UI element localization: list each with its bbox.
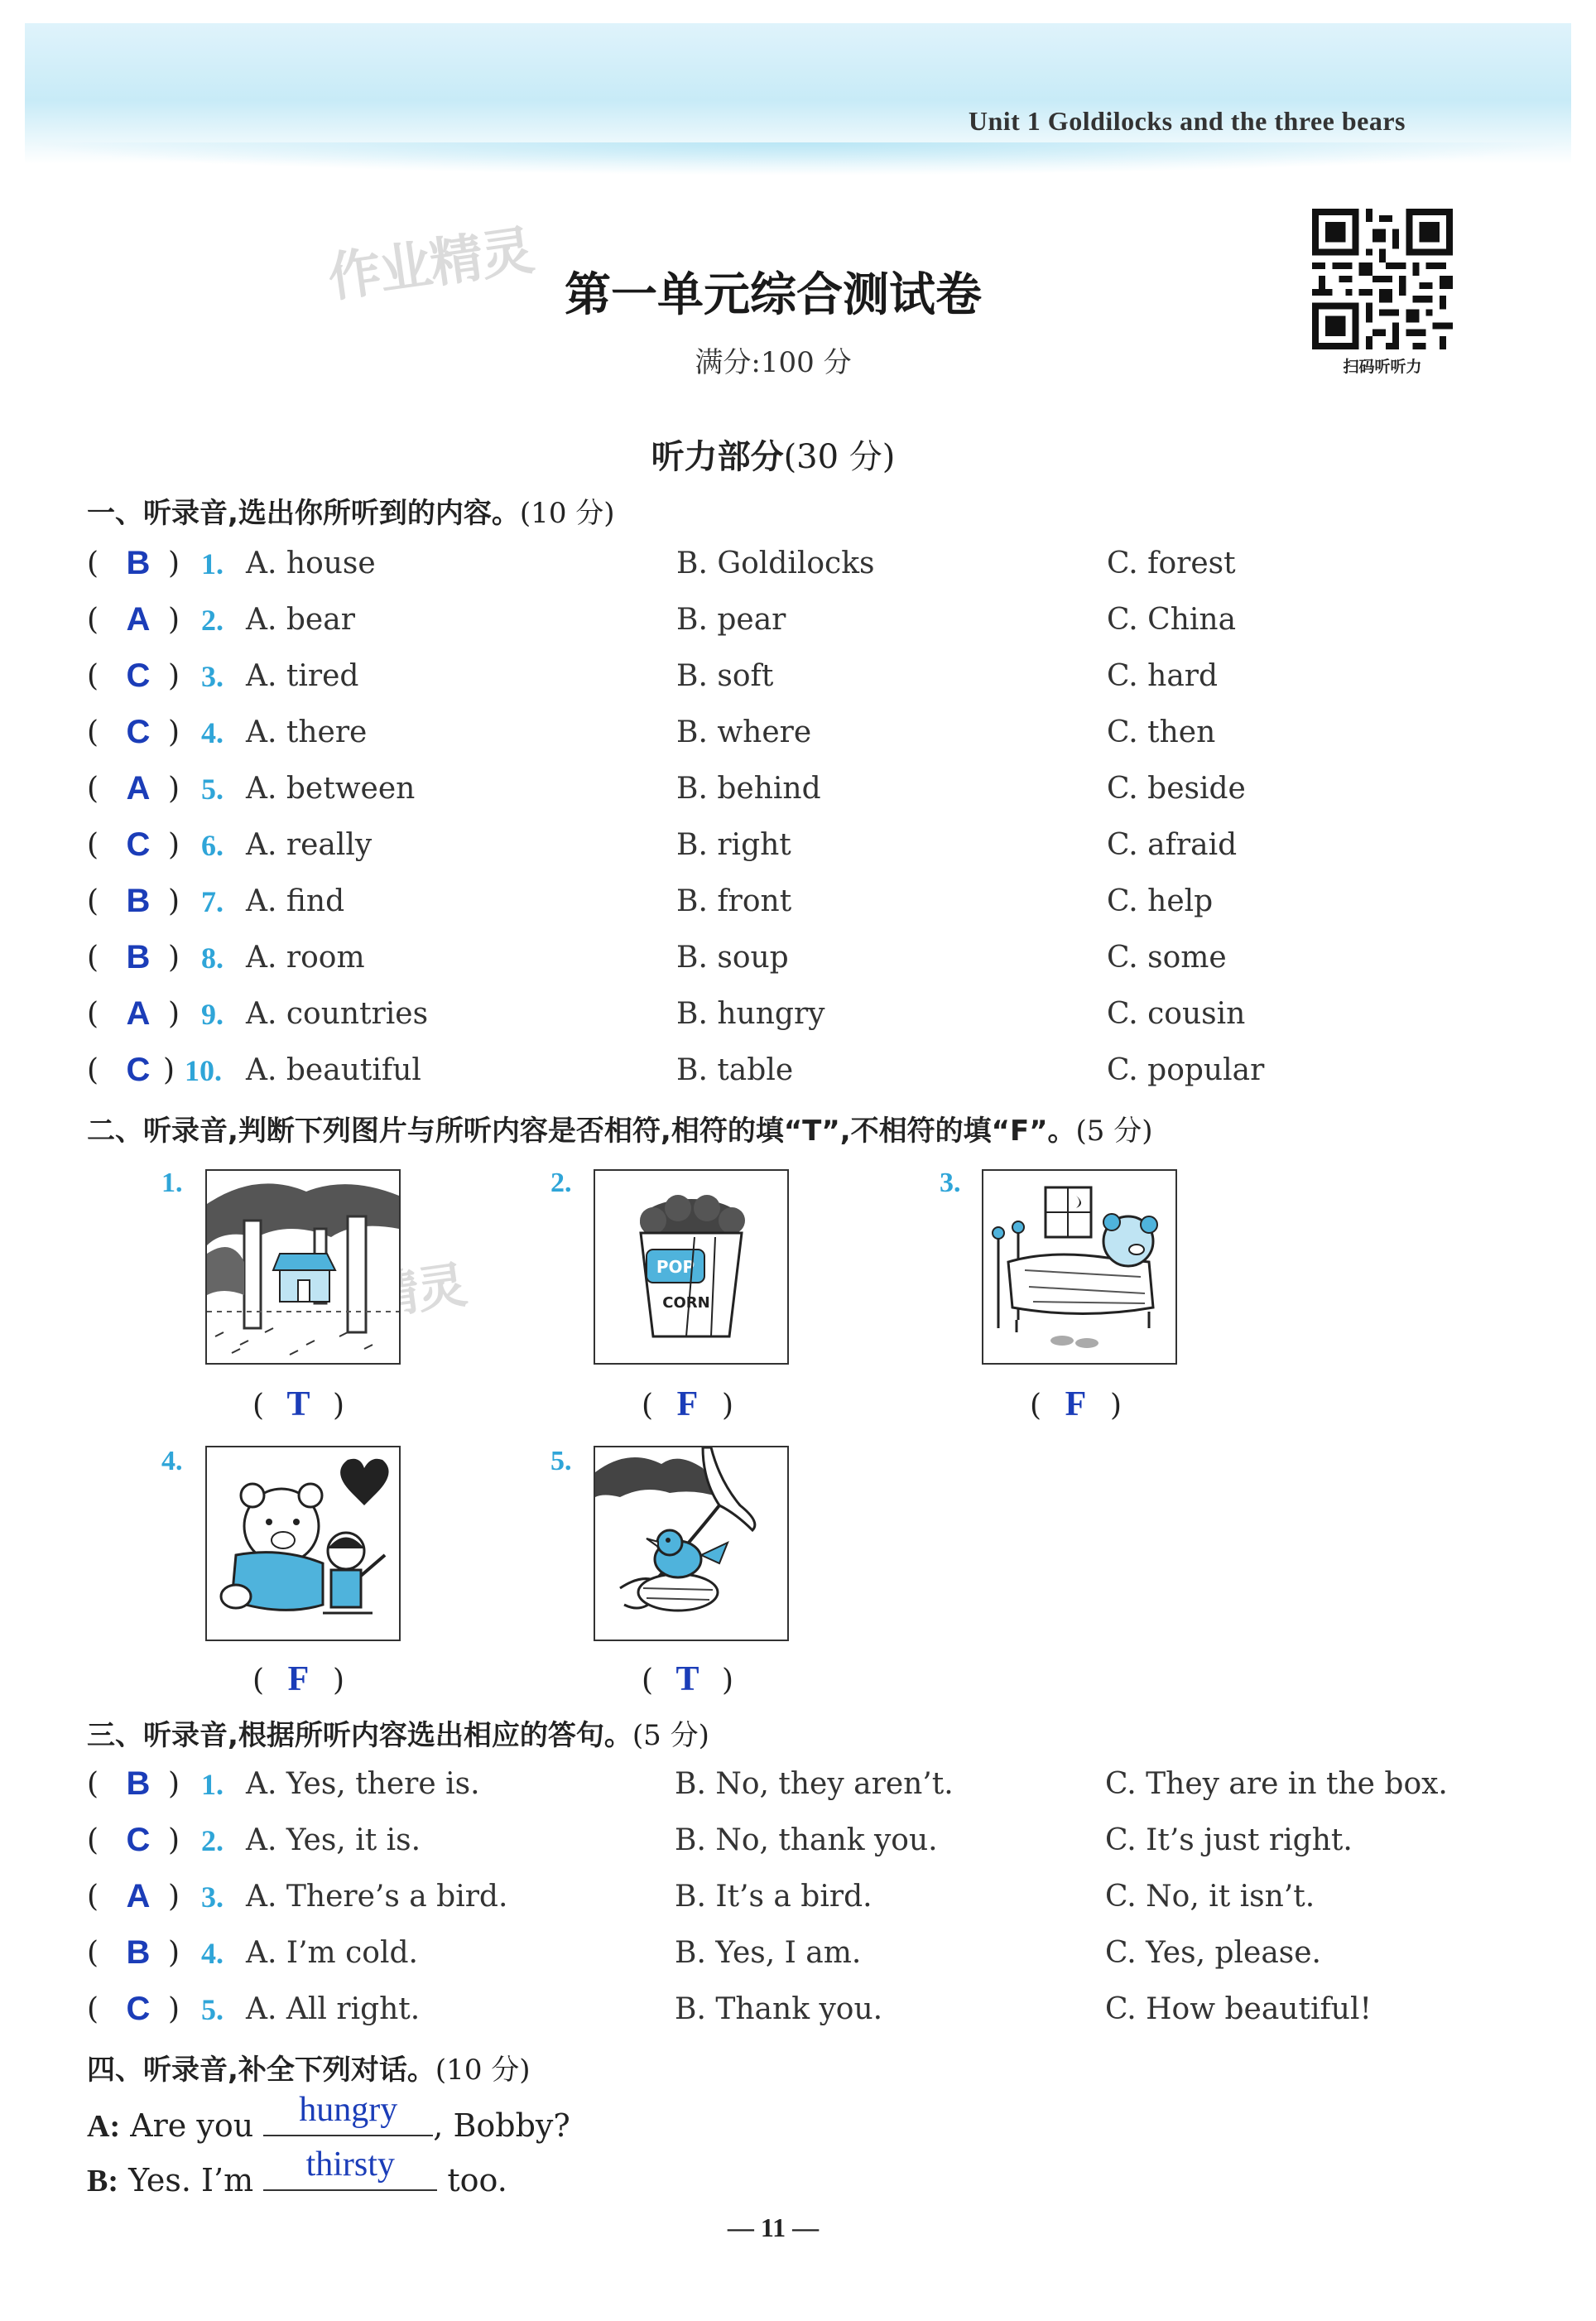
question-number: 6. <box>201 829 224 862</box>
picture-number: 3. <box>940 1168 961 1198</box>
dialogue-text: too. <box>447 2162 507 2198</box>
section-3-title <box>87 1712 709 1753</box>
option-b: B. Thank you. <box>675 1992 883 2026</box>
option-b: B. Goldilocks <box>676 547 875 580</box>
option-c: C. afraid <box>1107 828 1238 862</box>
question-number: 5. <box>201 1993 224 2026</box>
picture-house-forest <box>205 1169 401 1365</box>
paren-close: ) <box>163 1053 175 1087</box>
qr-code-icon[interactable] <box>1312 209 1453 349</box>
option-c: C. forest <box>1107 547 1236 580</box>
section-title-text: 二、听录音,判断下列图片与所听内容是否相符,相符的填“T”,不相符的填“F”。 <box>87 1115 1076 1148</box>
paren-close: ) <box>168 828 180 862</box>
option-c: C. then <box>1107 715 1216 749</box>
option-c: C. China <box>1107 603 1237 637</box>
picture-number: 5. <box>550 1446 572 1476</box>
paren-close: ) <box>168 547 180 580</box>
dialogue-text: Are you <box>130 2107 254 2144</box>
dialogue-text: , Bobby? <box>433 2107 570 2144</box>
question-number: 4. <box>201 716 224 749</box>
option-b: B. front <box>676 884 792 918</box>
question-row <box>87 772 1544 821</box>
paren-close: ) <box>168 1880 180 1914</box>
blank-answer: thirsty <box>305 2145 395 2184</box>
option-c: C. It’s just right. <box>1105 1823 1353 1857</box>
question-number: 9. <box>201 998 224 1031</box>
section-title-text: 三、听录音,根据所听内容选出相应的答句。 <box>87 1719 632 1752</box>
option-c: C. Yes, please. <box>1105 1936 1321 1970</box>
paren-close: ) <box>168 603 180 637</box>
section-points: (10 分) <box>519 497 615 530</box>
section-title-text: 一、听录音,选出你所听到的内容。 <box>87 497 520 530</box>
paren-open: ( <box>87 1823 99 1857</box>
paren-close: ) <box>168 1823 180 1857</box>
dialogue-line-b <box>87 2145 507 2199</box>
question-row <box>87 1936 1544 1986</box>
tf-answer-line: ( T ) <box>252 1385 344 1423</box>
dialogue-text: Yes. I’m <box>128 2162 254 2198</box>
svg-text:CORN: CORN <box>662 1294 710 1312</box>
unit-title: Unit 1 Goldilocks and the three bears <box>968 106 1406 136</box>
tf-answer[interactable]: T <box>675 1660 699 1698</box>
question-number: 7. <box>201 885 224 918</box>
picture-bear-girl-heart <box>205 1446 401 1641</box>
answer[interactable]: B <box>126 545 151 581</box>
question-row <box>87 941 1544 990</box>
paren-open: ( <box>87 828 99 862</box>
tf-answer-line: ( F ) <box>252 1660 344 1698</box>
question-row <box>87 547 1544 596</box>
question-number: 4. <box>201 1937 224 1970</box>
option-b: B. hungry <box>676 997 825 1031</box>
question-number: 2. <box>201 604 224 637</box>
speaker: B: <box>87 2164 118 2198</box>
picture-number: 1. <box>161 1168 183 1198</box>
question-row <box>87 1880 1544 1929</box>
option-a: A. between <box>246 772 416 806</box>
answer[interactable]: C <box>126 1822 151 1858</box>
qr-caption: 扫码听听力 <box>1343 358 1422 376</box>
section-points: (5 分) <box>1075 1115 1153 1148</box>
question-number: 5. <box>201 773 224 806</box>
question-row <box>87 603 1544 652</box>
question-row <box>87 659 1544 709</box>
answer[interactable]: B <box>126 1765 151 1802</box>
question-row <box>87 1767 1544 1817</box>
option-c: C. cousin <box>1107 997 1246 1031</box>
option-b: B. table <box>676 1053 794 1087</box>
svg-text:POP: POP <box>656 1257 695 1277</box>
paren-close: ) <box>168 1767 180 1801</box>
answer[interactable]: A <box>126 601 151 638</box>
section-points: (5 分) <box>632 1719 709 1752</box>
section-points: (10 分) <box>435 2054 531 2087</box>
tf-answer[interactable]: F <box>287 1660 310 1698</box>
paren-open: ( <box>87 1936 99 1970</box>
option-c: C. No, it isn’t. <box>1105 1880 1315 1914</box>
option-b: B. No, thank you. <box>675 1823 938 1857</box>
question-number: 1. <box>201 1768 224 1801</box>
answer[interactable]: C <box>126 714 151 750</box>
option-c: C. How beautiful! <box>1105 1992 1372 2026</box>
paren-open: ( <box>87 941 99 975</box>
option-a: A. There’s a bird. <box>246 1880 508 1914</box>
page-number: — 11 — <box>727 2213 820 2242</box>
paren-open: ( <box>87 772 99 806</box>
picture-bird-nest <box>594 1446 789 1641</box>
paren-open: ( <box>87 1053 99 1087</box>
part-points: (30 分) <box>783 438 896 476</box>
question-number: 10. <box>185 1054 222 1087</box>
option-b: B. where <box>676 715 812 749</box>
answer[interactable]: C <box>126 826 151 863</box>
question-number: 1. <box>201 547 224 580</box>
paren-close: ) <box>168 941 180 975</box>
answer[interactable]: C <box>126 1052 151 1088</box>
option-a: A. Yes, there is. <box>246 1767 480 1801</box>
answer[interactable]: B <box>126 1934 151 1971</box>
paren-open: ( <box>87 884 99 918</box>
option-b: B. pear <box>676 603 786 637</box>
section-1-title <box>87 490 615 531</box>
paren-close: ) <box>168 715 180 749</box>
option-a: A. All right. <box>246 1992 421 2026</box>
question-number: 2. <box>201 1824 224 1857</box>
answer[interactable]: B <box>126 883 151 919</box>
fill-blank[interactable] <box>263 2145 437 2191</box>
paren-close: ) <box>168 772 180 806</box>
option-b: B. behind <box>676 772 821 806</box>
answer[interactable]: A <box>126 770 151 807</box>
paren-open: ( <box>87 1992 99 2026</box>
option-b: B. It’s a bird. <box>675 1880 873 1914</box>
dialogue-line-a <box>87 2091 570 2145</box>
paren-open: ( <box>87 1767 99 1801</box>
paren-close: ) <box>168 884 180 918</box>
blank-answer: hungry <box>299 2091 398 2129</box>
fill-blank[interactable] <box>263 2091 433 2136</box>
tf-answer-line: ( T ) <box>642 1660 733 1698</box>
option-c: C. They are in the box. <box>1105 1767 1448 1801</box>
option-a: A. tired <box>246 659 359 693</box>
question-row <box>87 884 1544 934</box>
full-score: 满分:100 分 <box>695 346 852 379</box>
answer[interactable]: A <box>126 1878 151 1914</box>
option-b: B. right <box>676 828 791 862</box>
picture-number: 2. <box>550 1168 572 1198</box>
paren-close: ) <box>168 1936 180 1970</box>
option-b: B. Yes, I am. <box>675 1936 862 1970</box>
option-a: A. there <box>246 715 368 749</box>
watermark: 作业精灵 <box>324 220 536 310</box>
question-row <box>87 1823 1544 1873</box>
picture-popcorn <box>594 1169 789 1365</box>
option-b: B. No, they aren’t. <box>675 1767 954 1801</box>
option-a: A. really <box>246 828 373 862</box>
paren-open: ( <box>87 603 99 637</box>
option-a: A. countries <box>246 997 429 1031</box>
part-title <box>0 431 1546 478</box>
option-a: A. house <box>246 547 376 580</box>
section-title-text: 四、听录音,补全下列对话。 <box>87 2054 435 2087</box>
question-row <box>87 828 1544 878</box>
option-a: A. room <box>246 941 365 975</box>
header-band <box>25 23 1571 164</box>
question-number: 8. <box>201 941 224 975</box>
answer[interactable]: C <box>126 657 151 694</box>
option-c: C. beside <box>1107 772 1246 806</box>
paren-close: ) <box>168 997 180 1031</box>
tf-answer-line: ( F ) <box>1030 1385 1122 1423</box>
question-number: 3. <box>201 1880 224 1914</box>
question-row <box>87 715 1544 765</box>
question-row <box>87 1053 1544 1103</box>
picture-number: 4. <box>161 1446 183 1476</box>
section-4-title <box>87 2047 531 2087</box>
option-c: C. popular <box>1107 1053 1265 1087</box>
tf-answer[interactable]: F <box>1065 1385 1087 1423</box>
option-a: A. find <box>246 884 345 918</box>
answer[interactable]: B <box>126 939 151 975</box>
option-c: C. help <box>1107 884 1214 918</box>
paren-open: ( <box>87 1880 99 1914</box>
tf-answer[interactable]: F <box>676 1385 699 1423</box>
section-2-title <box>87 1108 1153 1148</box>
tf-answer[interactable]: T <box>286 1385 310 1423</box>
option-c: C. some <box>1107 941 1227 975</box>
paren-open: ( <box>87 547 99 580</box>
answer[interactable]: C <box>126 1991 151 2027</box>
answer[interactable]: A <box>126 995 151 1032</box>
tf-answer-line: ( F ) <box>642 1385 733 1423</box>
picture-bear-in-bed <box>982 1169 1177 1365</box>
question-row <box>87 1992 1544 2042</box>
option-b: B. soft <box>676 659 774 693</box>
paren-open: ( <box>87 997 99 1031</box>
paren-open: ( <box>87 715 99 749</box>
speaker: A: <box>87 2109 121 2144</box>
option-a: A. bear <box>246 603 355 637</box>
paren-close: ) <box>168 659 180 693</box>
part-title-text: 听力部分 <box>651 437 784 476</box>
option-a: A. I’m cold. <box>246 1936 418 1970</box>
option-b: B. soup <box>676 941 789 975</box>
option-a: A. Yes, it is. <box>246 1823 421 1857</box>
question-row <box>87 997 1544 1047</box>
question-number: 3. <box>201 660 224 693</box>
option-c: C. hard <box>1107 659 1219 693</box>
paren-close: ) <box>168 1992 180 2026</box>
page-title: 第一单元综合测试卷 <box>565 267 982 322</box>
paren-open: ( <box>87 659 99 693</box>
option-a: A. beautiful <box>246 1053 421 1087</box>
